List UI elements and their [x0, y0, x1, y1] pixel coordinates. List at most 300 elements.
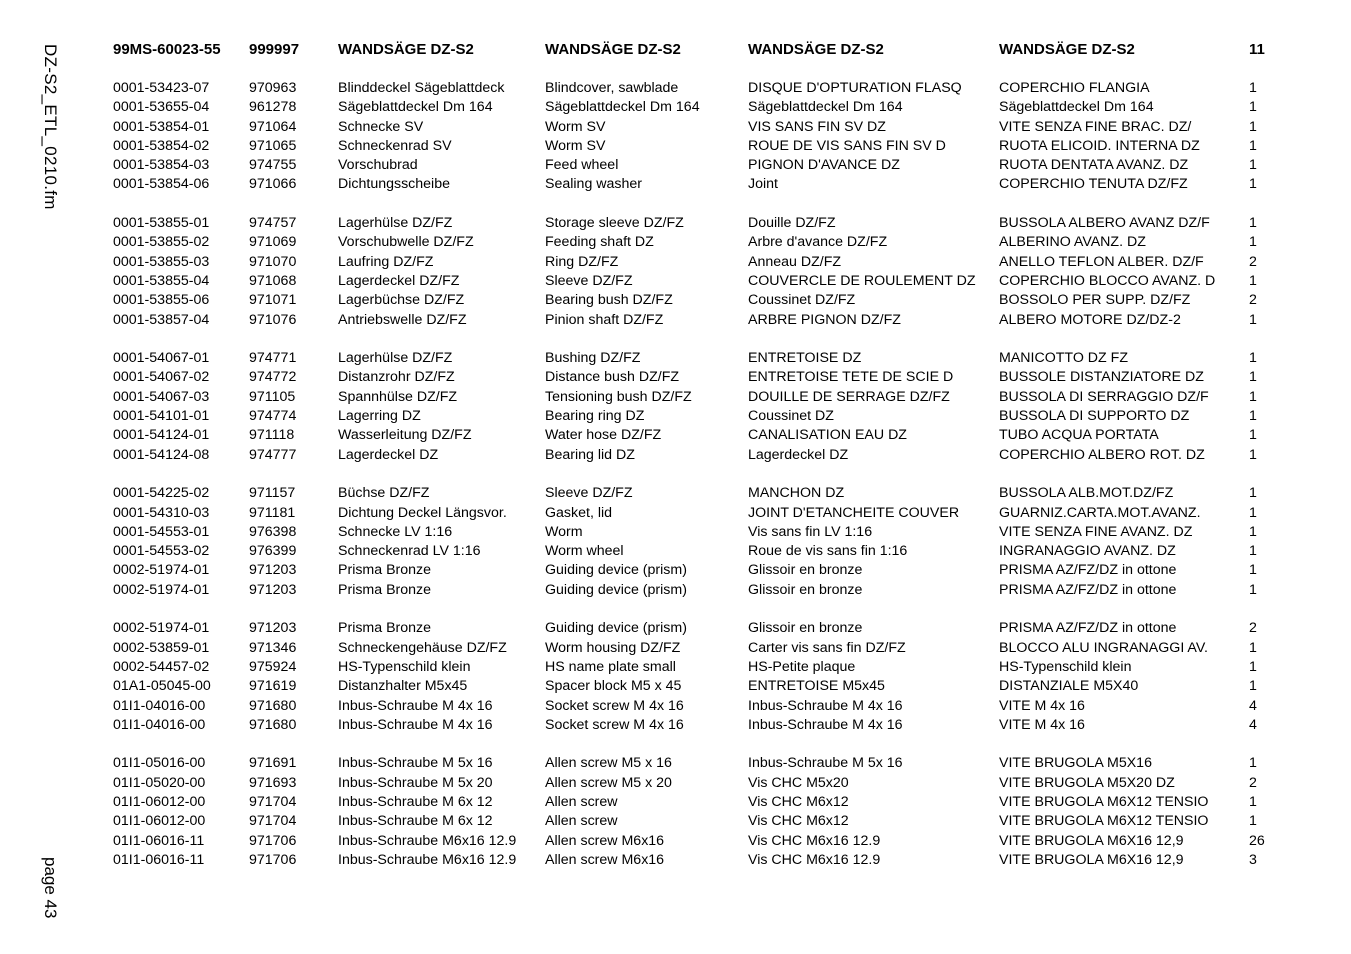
cell-french-name: Vis CHC M6x16 12.9: [748, 832, 881, 849]
cell-italian-name: COPERCHIO ALBERO ROT. DZ: [999, 446, 1205, 463]
cell-german-name: Lagerhülse DZ/FZ: [338, 215, 453, 232]
cell-article-number: 0001-53855-06: [113, 292, 210, 309]
cell-article-number: 0001-53854-01: [113, 118, 210, 135]
cell-german-name: Sägeblattdeckel Dm 164: [338, 99, 493, 116]
cell-german-name: Inbus-Schraube M6x16 12.9: [338, 851, 517, 868]
cell-italian-name: BUSSOLE DISTANZIATORE DZ: [999, 369, 1204, 386]
cell-italian-name: ALBERINO AVANZ. DZ: [999, 234, 1146, 251]
cell-german-name: Inbus-Schraube M6x16 12.9: [338, 832, 517, 849]
table-row: [113, 561, 1273, 580]
cell-quantity: 1: [1249, 523, 1257, 540]
cell-article-number: 0001-53855-02: [113, 234, 210, 251]
cell-french-name: Glissoir en bronze: [748, 581, 863, 598]
cell-french-name: Joint: [748, 176, 778, 193]
cell-english-name: Allen screw M6x16: [545, 832, 665, 849]
cell-english-name: Ring DZ/FZ: [545, 253, 619, 270]
table-row: [113, 137, 1273, 156]
cell-article-number: 01I1-04016-00: [113, 697, 206, 714]
cell-german-name: Inbus-Schraube M 5x 20: [338, 774, 493, 791]
cell-article-number: 01I1-06016-11: [113, 851, 205, 868]
table-row: [113, 793, 1273, 812]
cell-german-name: Inbus-Schraube M 4x 16: [338, 697, 493, 714]
cell-code: 971070: [249, 253, 297, 270]
cell-french-name: Vis CHC M6x12: [748, 813, 849, 830]
cell-article-number: 0001-54124-01: [113, 427, 210, 444]
cell-french-name: ENTRETOISE DZ: [748, 350, 862, 367]
cell-article-number: 01I1-06012-00: [113, 813, 206, 830]
cell-code: 974755: [249, 157, 297, 174]
cell-article-number: 01A1-05045-00: [113, 678, 211, 695]
cell-quantity: 1: [1249, 157, 1257, 174]
cell-english-name: Worm housing DZ/FZ: [545, 639, 681, 656]
table-row: [113, 581, 1273, 600]
cell-quantity: 26: [1249, 832, 1265, 849]
cell-german-name: Inbus-Schraube M 4x 16: [338, 716, 493, 733]
cell-quantity: 2: [1249, 620, 1257, 637]
cell-french-name: ENTRETOISE M5x45: [748, 678, 885, 695]
cell-german-name: Inbus-Schraube M 6x 12: [338, 813, 493, 830]
cell-english-name: Worm: [545, 523, 583, 540]
cell-english-name: Water hose DZ/FZ: [545, 427, 662, 444]
table-row: [113, 504, 1273, 523]
cell-code: 971203: [249, 581, 297, 598]
cell-english-name: Bushing DZ/FZ: [545, 350, 641, 367]
cell-french-name: Roue de vis sans fin 1:16: [748, 543, 908, 560]
cell-article-number: 0002-51974-01: [113, 562, 210, 579]
cell-code: 971064: [249, 118, 297, 135]
cell-italian-name: PRISMA AZ/FZ/DZ in ottone: [999, 581, 1177, 598]
cell-french-name: Inbus-Schraube M 4x 16: [748, 716, 903, 733]
cell-article-number: 0001-53655-04: [113, 99, 210, 116]
cell-quantity: 2: [1249, 292, 1257, 309]
cell-quantity: 1: [1249, 658, 1257, 675]
cell-article-number: 01I1-05020-00: [113, 774, 206, 791]
cell-english-name: Blindcover, sawblade: [545, 80, 679, 96]
cell-quantity: 1: [1249, 581, 1257, 598]
cell-german-name: Schneckenrad LV 1:16: [338, 543, 481, 560]
parts-list: [113, 40, 1273, 889]
cell-french-name: Glissoir en bronze: [748, 562, 863, 579]
cell-italian-name: VITE BRUGOLA M5X20 DZ: [999, 774, 1175, 791]
cell-article-number: 0001-54067-03: [113, 388, 210, 405]
cell-english-name: Sleeve DZ/FZ: [545, 272, 633, 289]
cell-english-name: Allen screw M5 x 16: [545, 755, 672, 772]
cell-german-name: Vorschubwelle DZ/FZ: [338, 234, 474, 251]
header-article-number: 99MS-60023-55: [113, 41, 221, 58]
cell-code: 971691: [249, 755, 297, 772]
cell-code: 971181: [249, 504, 296, 521]
table-row: [113, 658, 1273, 677]
cell-quantity: 1: [1249, 118, 1257, 135]
cell-quantity: 1: [1249, 793, 1257, 810]
cell-german-name: Dichtung Deckel Längsvor.: [338, 504, 507, 521]
table-row: [113, 639, 1273, 658]
header-french: WANDSÄGE DZ-S2: [748, 41, 884, 58]
cell-french-name: Arbre d'avance DZ/FZ: [748, 234, 888, 251]
header-german: WANDSÄGE DZ-S2: [338, 41, 474, 58]
cell-quantity: 1: [1249, 99, 1257, 116]
cell-quantity: 1: [1249, 813, 1257, 830]
cell-german-name: Schnecke LV 1:16: [338, 523, 453, 540]
cell-quantity: 1: [1249, 137, 1257, 154]
cell-code: 971203: [249, 620, 297, 637]
cell-italian-name: VITE M 4x 16: [999, 697, 1085, 714]
cell-code: 971706: [249, 851, 297, 868]
parts-group: [113, 349, 1273, 465]
cell-german-name: Inbus-Schraube M 6x 12: [338, 793, 493, 810]
cell-english-name: Guiding device (prism): [545, 620, 687, 637]
cell-italian-name: MANICOTTO DZ FZ: [999, 350, 1128, 367]
cell-german-name: Dichtungsscheibe: [338, 176, 450, 193]
table-row: [113, 156, 1273, 175]
cell-italian-name: BUSSOLA ALB.MOT.DZ/FZ: [999, 485, 1174, 502]
cell-german-name: Laufring DZ/FZ: [338, 253, 434, 270]
cell-german-name: Lagerdeckel DZ/FZ: [338, 272, 460, 289]
table-row: [113, 446, 1273, 465]
cell-english-name: Tensioning bush DZ/FZ: [545, 388, 692, 405]
cell-english-name: Allen screw: [545, 813, 618, 830]
cell-article-number: 0002-51974-01: [113, 581, 210, 598]
cell-code: 971680: [249, 716, 297, 733]
cell-quantity: 1: [1249, 446, 1257, 463]
cell-french-name: DISQUE D'OPTURATION FLASQ: [748, 80, 962, 96]
cell-code: 970963: [249, 80, 297, 96]
cell-german-name: Lagerring DZ: [338, 408, 421, 425]
cell-quantity: 1: [1249, 543, 1257, 560]
table-row: [113, 677, 1273, 696]
cell-italian-name: VITE BRUGOLA M5X16: [999, 755, 1152, 772]
cell-german-name: Schneckenrad SV: [338, 137, 452, 154]
cell-italian-name: VITE BRUGOLA M6X12 TENSIO: [999, 813, 1209, 830]
table-row: [113, 619, 1273, 638]
table-row: [113, 697, 1273, 716]
cell-quantity: 1: [1249, 176, 1257, 193]
cell-french-name: Douille DZ/FZ: [748, 215, 836, 232]
table-row: [113, 368, 1273, 387]
cell-italian-name: COPERCHIO FLANGIA: [999, 80, 1150, 96]
cell-article-number: 0001-53854-03: [113, 157, 210, 174]
cell-french-name: Sägeblattdeckel Dm 164: [748, 99, 903, 116]
cell-german-name: Schneckengehäuse DZ/FZ: [338, 639, 507, 656]
cell-italian-name: BOSSOLO PER SUPP. DZ/FZ: [999, 292, 1191, 309]
cell-quantity: 4: [1249, 716, 1257, 733]
cell-english-name: Sealing washer: [545, 176, 643, 193]
cell-article-number: 0001-54101-01: [113, 408, 210, 425]
cell-french-name: DOUILLE DE SERRAGE DZ/FZ: [748, 388, 950, 405]
cell-article-number: 0001-54067-02: [113, 369, 210, 386]
cell-english-name: Pinion shaft DZ/FZ: [545, 311, 664, 328]
cell-french-name: Coussinet DZ: [748, 408, 834, 425]
cell-italian-name: VITE SENZA FINE BRAC. DZ/: [999, 118, 1192, 135]
cell-article-number: 0001-54124-08: [113, 446, 210, 463]
cell-italian-name: INGRANAGGIO AVANZ. DZ: [999, 543, 1176, 560]
cell-english-name: Guiding device (prism): [545, 581, 687, 598]
header-english: WANDSÄGE DZ-S2: [545, 41, 681, 58]
table-row: [113, 523, 1273, 542]
cell-italian-name: PRISMA AZ/FZ/DZ in ottone: [999, 620, 1177, 637]
cell-code: 971346: [249, 639, 297, 656]
cell-code: 971680: [249, 697, 297, 714]
table-row: [113, 253, 1273, 272]
cell-french-name: Inbus-Schraube M 4x 16: [748, 697, 903, 714]
cell-italian-name: PRISMA AZ/FZ/DZ in ottone: [999, 562, 1177, 579]
cell-code: 971704: [249, 793, 297, 810]
cell-quantity: 1: [1249, 504, 1257, 521]
header-code: 999997: [249, 41, 300, 58]
cell-code: 971065: [249, 137, 297, 154]
cell-french-name: PIGNON D'AVANCE DZ: [748, 157, 900, 174]
header-quantity: 11: [1249, 41, 1265, 58]
cell-quantity: 1: [1249, 215, 1257, 232]
cell-french-name: Vis CHC M5x20: [748, 774, 849, 791]
cell-german-name: Lagerhülse DZ/FZ: [338, 350, 453, 367]
cell-quantity: 2: [1249, 253, 1257, 270]
cell-article-number: 0001-53854-02: [113, 137, 210, 154]
cell-german-name: Prisma Bronze: [338, 620, 432, 637]
cell-german-name: HS-Typenschild klein: [338, 658, 471, 675]
cell-quantity: 1: [1249, 350, 1257, 367]
cell-italian-name: VITE BRUGOLA M6X12 TENSIO: [999, 793, 1209, 810]
cell-article-number: 01I1-06016-11: [113, 832, 205, 849]
table-row: [113, 484, 1273, 503]
cell-german-name: Vorschubrad: [338, 157, 418, 174]
cell-italian-name: COPERCHIO TENUTA DZ/FZ: [999, 176, 1188, 193]
cell-article-number: 0002-51974-01: [113, 620, 210, 637]
cell-article-number: 0002-53859-01: [113, 639, 210, 656]
cell-english-name: Socket screw M 4x 16: [545, 716, 684, 733]
cell-code: 974771: [249, 350, 297, 367]
cell-french-name: Coussinet DZ/FZ: [748, 292, 856, 309]
cell-english-name: Feed wheel: [545, 157, 619, 174]
cell-article-number: 0001-54553-02: [113, 543, 210, 560]
cell-quantity: 1: [1249, 755, 1257, 772]
table-row: [113, 214, 1273, 233]
cell-french-name: Vis CHC M6x16 12.9: [748, 851, 881, 868]
cell-german-name: Spannhülse DZ/FZ: [338, 388, 458, 405]
cell-italian-name: COPERCHIO BLOCCO AVANZ. D: [999, 272, 1216, 289]
cell-quantity: 2: [1249, 774, 1257, 791]
cell-english-name: Feeding shaft DZ: [545, 234, 654, 251]
cell-code: 976399: [249, 543, 297, 560]
cell-code: 971069: [249, 234, 297, 251]
cell-italian-name: RUOTA DENTATA AVANZ. DZ: [999, 157, 1189, 174]
cell-english-name: Sleeve DZ/FZ: [545, 485, 633, 502]
cell-italian-name: ANELLO TEFLON ALBER. DZ/F: [999, 253, 1204, 270]
cell-code: 976398: [249, 523, 297, 540]
cell-english-name: Bearing bush DZ/FZ: [545, 292, 673, 309]
cell-code: 971704: [249, 813, 297, 830]
cell-code: 975924: [249, 658, 297, 675]
cell-code: 971068: [249, 272, 297, 289]
cell-french-name: ENTRETOISE TETE DE SCIE D: [748, 369, 954, 386]
cell-article-number: 0001-53855-01: [113, 215, 210, 232]
table-row: [113, 716, 1273, 735]
cell-french-name: HS-Petite plaque: [748, 658, 856, 675]
table-row: [113, 426, 1273, 445]
cell-quantity: 1: [1249, 408, 1257, 425]
cell-german-name: Prisma Bronze: [338, 562, 432, 579]
cell-article-number: 0001-53423-07: [113, 80, 210, 96]
table-row: [113, 233, 1273, 252]
cell-italian-name: BUSSOLA DI SUPPORTO DZ: [999, 408, 1190, 425]
parts-group: [113, 214, 1273, 330]
cell-german-name: Lagerbüchse DZ/FZ: [338, 292, 465, 309]
cell-article-number: 0001-54225-02: [113, 485, 210, 502]
parts-group: [113, 484, 1273, 600]
cell-german-name: Lagerdeckel DZ: [338, 446, 439, 463]
cell-italian-name: RUOTA ELICOID. INTERNA DZ: [999, 137, 1200, 154]
cell-french-name: MANCHON DZ: [748, 485, 845, 502]
parts-group: [113, 79, 1273, 195]
cell-german-name: Distanzrohr DZ/FZ: [338, 369, 455, 386]
cell-code: 971619: [249, 678, 297, 695]
cell-article-number: 0001-54067-01: [113, 350, 210, 367]
cell-english-name: Bearing lid DZ: [545, 446, 635, 463]
cell-german-name: Inbus-Schraube M 5x 16: [338, 755, 493, 772]
cell-code: 971157: [249, 485, 296, 502]
cell-english-name: Guiding device (prism): [545, 562, 687, 579]
parts-groups: [113, 79, 1273, 870]
cell-quantity: 1: [1249, 427, 1257, 444]
cell-code: 974772: [249, 369, 297, 386]
cell-english-name: Worm SV: [545, 137, 606, 154]
table-row: [113, 407, 1273, 426]
parts-group: [113, 754, 1273, 870]
cell-english-name: Allen screw M5 x 20: [545, 774, 672, 791]
cell-german-name: Wasserleitung DZ/FZ: [338, 427, 472, 444]
cell-quantity: 1: [1249, 272, 1257, 289]
page-number-label: page 43: [41, 857, 60, 919]
cell-french-name: Lagerdeckel DZ: [748, 446, 849, 463]
cell-french-name: Vis sans fin LV 1:16: [748, 523, 873, 540]
cell-italian-name: BUSSOLA ALBERO AVANZ DZ/F: [999, 215, 1210, 232]
cell-italian-name: Sägeblattdeckel Dm 164: [999, 99, 1154, 116]
cell-french-name: Carter vis sans fin DZ/FZ: [748, 639, 906, 656]
table-row: [113, 79, 1273, 98]
cell-code: 971706: [249, 832, 297, 849]
cell-english-name: Bearing ring DZ: [545, 408, 645, 425]
cell-italian-name: ALBERO MOTORE DZ/DZ-2: [999, 311, 1181, 328]
table-row: [113, 175, 1273, 194]
header-italian: WANDSÄGE DZ-S2: [999, 41, 1135, 58]
cell-italian-name: HS-Typenschild klein: [999, 658, 1132, 675]
cell-english-name: HS name plate small: [545, 658, 676, 675]
cell-code: 971118: [249, 427, 295, 444]
cell-italian-name: VITE BRUGOLA M6X16 12,9: [999, 832, 1184, 849]
table-row: [113, 851, 1273, 870]
cell-article-number: 0001-53857-04: [113, 311, 210, 328]
cell-article-number: 0001-54553-01: [113, 523, 210, 540]
cell-english-name: Gasket, lid: [545, 504, 613, 521]
cell-quantity: 4: [1249, 697, 1257, 714]
cell-italian-name: BUSSOLA DI SERRAGGIO DZ/F: [999, 388, 1209, 405]
cell-english-name: Allen screw: [545, 793, 618, 810]
cell-english-name: Worm wheel: [545, 543, 624, 560]
cell-english-name: Worm SV: [545, 118, 606, 135]
cell-quantity: 1: [1249, 311, 1257, 328]
cell-quantity: 1: [1249, 639, 1257, 656]
table-row: [113, 349, 1273, 368]
cell-french-name: VIS SANS FIN SV DZ: [748, 118, 886, 135]
cell-italian-name: TUBO ACQUA PORTATA: [999, 427, 1159, 444]
cell-quantity: 1: [1249, 234, 1257, 251]
cell-article-number: 01I1-06012-00: [113, 793, 206, 810]
cell-english-name: Spacer block M5 x 45: [545, 678, 682, 695]
cell-french-name: COUVERCLE DE ROULEMENT DZ: [748, 272, 976, 289]
cell-quantity: 1: [1249, 678, 1257, 695]
cell-code: 971066: [249, 176, 297, 193]
cell-english-name: Storage sleeve DZ/FZ: [545, 215, 684, 232]
cell-code: 971693: [249, 774, 297, 791]
cell-italian-name: DISTANZIALE M5X40: [999, 678, 1139, 695]
cell-french-name: Anneau DZ/FZ: [748, 253, 842, 270]
table-row: [113, 754, 1273, 773]
cell-italian-name: VITE M 4x 16: [999, 716, 1085, 733]
table-row: [113, 291, 1273, 310]
cell-italian-name: VITE SENZA FINE AVANZ. DZ: [999, 523, 1193, 540]
cell-english-name: Sägeblattdeckel Dm 164: [545, 99, 700, 116]
table-row: [113, 98, 1273, 117]
cell-quantity: 1: [1249, 388, 1257, 405]
cell-article-number: 01I1-04016-00: [113, 716, 206, 733]
cell-article-number: 0001-54310-03: [113, 504, 210, 521]
cell-french-name: Vis CHC M6x12: [748, 793, 849, 810]
cell-english-name: Allen screw M6x16: [545, 851, 665, 868]
cell-italian-name: GUARNIZ.CARTA.MOT.AVANZ.: [999, 504, 1201, 521]
table-row: [113, 311, 1273, 330]
cell-code: 961278: [249, 99, 297, 116]
cell-code: 971203: [249, 562, 297, 579]
file-name-label: DZ-S2_ETL_0210.fm: [41, 44, 60, 210]
cell-french-name: ARBRE PIGNON DZ/FZ: [748, 311, 901, 328]
cell-french-name: JOINT D'ETANCHEITE COUVER: [748, 504, 960, 521]
cell-article-number: 0001-53855-04: [113, 272, 210, 289]
table-row: [113, 118, 1273, 137]
cell-code: 971076: [249, 311, 297, 328]
table-row: [113, 272, 1273, 291]
table-row: [113, 774, 1273, 793]
cell-italian-name: BLOCCO ALU INGRANAGGI AV.: [999, 639, 1208, 656]
cell-french-name: Inbus-Schraube M 5x 16: [748, 755, 903, 772]
cell-quantity: 1: [1249, 562, 1257, 579]
cell-english-name: Socket screw M 4x 16: [545, 697, 684, 714]
cell-english-name: Distance bush DZ/FZ: [545, 369, 680, 386]
cell-quantity: 1: [1249, 80, 1257, 96]
cell-article-number: 01I1-05016-00: [113, 755, 206, 772]
cell-german-name: Blinddeckel Sägeblattdeck: [338, 80, 505, 96]
cell-german-name: Büchse DZ/FZ: [338, 485, 430, 502]
cell-code: 974774: [249, 408, 297, 425]
cell-article-number: 0001-53855-03: [113, 253, 210, 270]
cell-german-name: Schnecke SV: [338, 118, 424, 135]
parts-group: [113, 619, 1273, 735]
cell-german-name: Distanzhalter M5x45: [338, 678, 468, 695]
cell-code: 971105: [249, 388, 296, 405]
cell-french-name: ROUE DE VIS SANS FIN SV D: [748, 137, 946, 154]
parts-list-header: [113, 40, 1273, 60]
table-row: [113, 542, 1273, 561]
cell-code: 971071: [249, 292, 297, 309]
cell-article-number: 0002-54457-02: [113, 658, 210, 675]
cell-quantity: 1: [1249, 485, 1257, 502]
cell-quantity: 1: [1249, 369, 1257, 386]
cell-german-name: Antriebswelle DZ/FZ: [338, 311, 467, 328]
cell-german-name: Prisma Bronze: [338, 581, 432, 598]
table-row: [113, 388, 1273, 407]
table-row: [113, 832, 1273, 851]
cell-article-number: 0001-53854-06: [113, 176, 210, 193]
table-row: [113, 812, 1273, 831]
